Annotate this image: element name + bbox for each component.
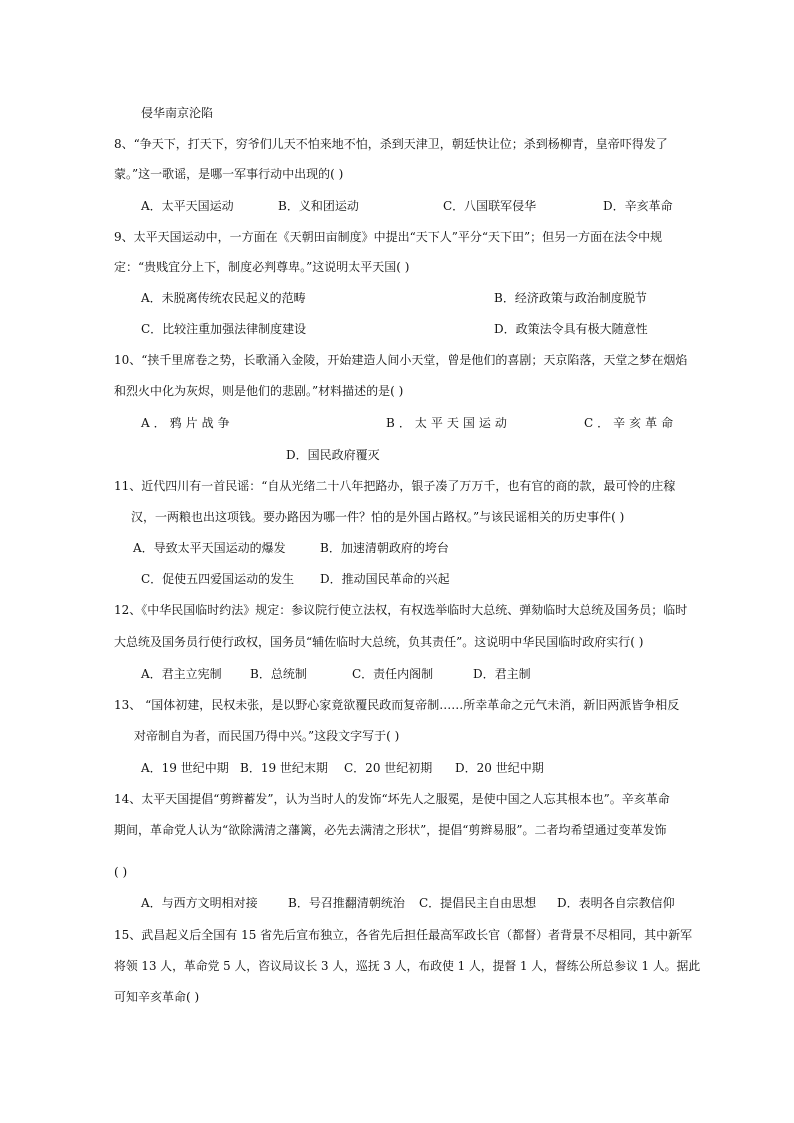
question-11-option-d[interactable]: D．推动国民革命的兴起 [320,572,450,586]
question-8-option-b[interactable]: B．义和团运动 [278,199,359,213]
question-8-stem-line2: 蒙。”这一歌谣，是哪一军事行动中出现的( ) [114,167,344,181]
question-10-stem-line2: 和烈火中化为灰烬，则是他们的悲剧。”材料描述的是( ) [114,384,404,398]
question-10-stem-line1: 10、“挟千里席卷之势，长歌涌入金陵，开始建造人间小天堂，曾是他们的喜剧；天京陷落，天堂之梦在烟焰 [114,353,688,367]
question-12-option-d[interactable]: D．君主制 [473,667,531,681]
question-13-option-d[interactable]: D．20 世纪中期 [455,761,544,775]
question-10-option-d[interactable]: D．国民政府覆灭 [286,448,380,462]
question-14-option-d[interactable]: D．表明各自宗教信仰 [557,896,675,910]
question-13-option-c[interactable]: C．20 世纪初期 [344,761,433,775]
question-12-stem-line1: 12、《中华民国临时约法》规定：参议院行使立法权，有权选举临时大总统、弹劾临时大总统及国务员；临时 [114,603,688,617]
question-10-option-b[interactable]: B．太平天国运动 [386,416,511,430]
question-11-option-a[interactable]: A．导致太平天国运动的爆发 [133,541,286,555]
question-10-option-a[interactable]: A．鸦片战争 [141,416,234,430]
question-15-stem-line3: 可知辛亥革命( ) [114,990,200,1004]
question-14-stem-line1: 14、太平天国提倡“剪辫蓄发”，认为当时人的发饰“坏先人之服冕，是使中国之人忘其根本也”。辛亥革命 [114,792,670,806]
question-12-option-b[interactable]: B．总统制 [250,667,307,681]
question-13-option-a[interactable]: A．19 世纪中期 [141,761,229,775]
question-11-option-c[interactable]: C．促使五四爱国运动的发生 [141,572,295,586]
question-9-option-a[interactable]: A．未脱离传统农民起义的范畴 [141,291,306,305]
question-10-option-c[interactable]: C．辛亥革命 [584,416,678,430]
question-11-stem-line1: 11、近代四川有一首民谣：“自从光绪二十八年把路办，银子凑了万万千，也有官的商的款，最可怜的庄稼 [114,479,676,493]
question-13-option-b[interactable]: B．19 世纪末期 [240,761,328,775]
question-9-option-c[interactable]: C．比较注重加强法律制度建设 [141,322,307,336]
previous-option-tail: 侵华南京沦陷 [141,106,214,120]
question-9-stem-line2: 定：“贵贱宜分上下，制度必判尊卑。”这说明太平天国( ) [114,260,410,274]
question-11-stem-line2: 汉，一两粮也出这项钱。要办路因为哪一件？怕的是外国占路权。”与该民谣相关的历史事件( ) [131,510,625,524]
question-14-stem-line2: 期间，革命党人认为“欲除满清之藩篱，必先去满清之形状”，提倡“剪辫易服”。二者均希望通过变革发饰 [114,823,667,837]
question-12-stem-line2: 大总统及国务员行使行政权，国务员“辅佐临时大总统，负其责任”。这说明中华民国临时政府实行( ) [114,635,644,649]
question-14-option-b[interactable]: B．号召推翻清朝统治 [288,896,405,910]
question-9-option-b[interactable]: B．经济政策与政治制度脱节 [494,291,647,305]
question-11-option-b[interactable]: B．加速清朝政府的垮台 [320,541,449,555]
question-13-stem-line2: 对帝制自为者，而民国乃得中兴。”这段文字写于( ) [134,729,400,743]
question-15-stem-line1: 15、武昌起义后全国有 15 省先后宣布独立，各省先后担任最高军政长官（都督）者背景不尽相同，其中新军 [114,928,693,942]
question-8-option-a[interactable]: A．太平天国运动 [141,199,234,213]
question-8-option-c[interactable]: C．八国联军侵华 [443,199,537,213]
question-12-option-c[interactable]: C．责任内阁制 [352,667,434,681]
question-13-stem-line1: 13、 “国体初建，民权未张，是以野心家竟欲覆民政而复帝制……所幸革命之元气未消，新旧两派皆争相反 [114,698,680,712]
question-8-stem-line1: 8、“争天下，打天下，穷爷们儿天不怕来地不怕，杀到天津卫，朝廷快让位；杀到杨柳青，皇帝吓得发了 [114,137,668,151]
question-14-answer-blank: ( ) [114,865,128,879]
question-12-option-a[interactable]: A．君主立宪制 [141,667,222,681]
question-14-option-a[interactable]: A．与西方文明相对接 [141,896,258,910]
question-9-option-d[interactable]: D．政策法令具有极大随意性 [494,322,648,336]
question-8-option-d[interactable]: D．辛亥革命 [603,199,673,213]
question-14-option-c[interactable]: C．提倡民主自由思想 [419,896,537,910]
question-15-stem-line2: 将领 13 人，革命党 5 人，咨议局议长 3 人，巡抚 3 人，布政使 1 人，提督 1 人，督练公所总参议 1 人。据此 [114,959,701,973]
question-9-stem-line1: 9、太平天国运动中，一方面在《天朝田亩制度》中提出“天下人”平分“天下田”；但另一方面在法令中规 [114,230,663,244]
